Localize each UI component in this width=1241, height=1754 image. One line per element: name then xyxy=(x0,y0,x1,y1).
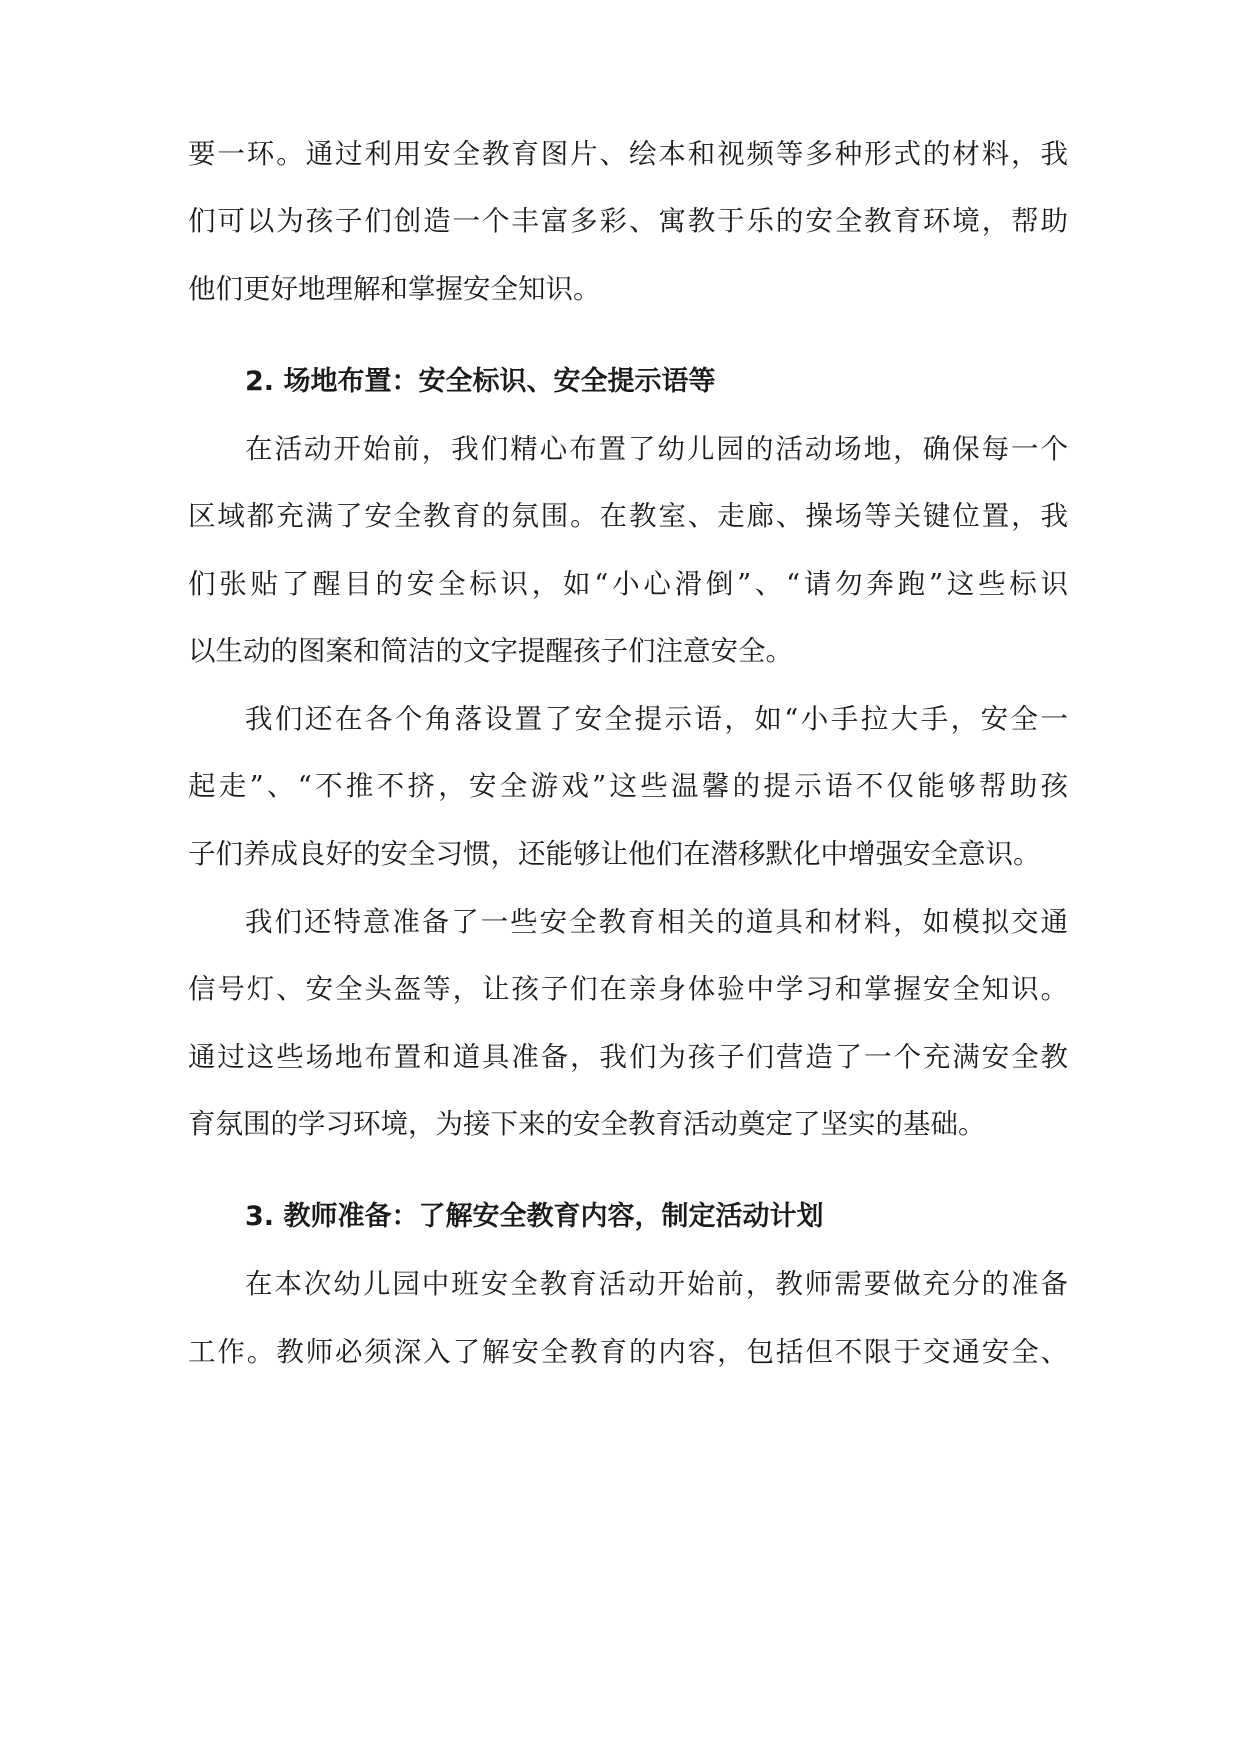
text-line: 工作。教师必须深入了解安全教育的内容，包括但不限于交通安全、 xyxy=(188,1336,1068,1368)
text-line: 们可以为孩子们创造一个丰富多彩、寓教于乐的安全教育环境，帮助 xyxy=(188,205,1068,237)
text-line: 他们更好地理解和掌握安全知识。 xyxy=(188,273,601,305)
section-heading-2: 2. 场地布置：安全标识、安全提示语等 xyxy=(245,366,716,397)
text-line: 子们养成良好的安全习惯，还能够让他们在潜移默化中增强安全意识。 xyxy=(188,838,1041,870)
text-line: 在本次幼儿园中班安全教育活动开始前，教师需要做充分的准备 xyxy=(245,1268,1068,1300)
text-line: 育氛围的学习环境，为接下来的安全教育活动奠定了坚实的基础。 xyxy=(188,1108,986,1140)
text-line: 我们还特意准备了一些安全教育相关的道具和材料，如模拟交通 xyxy=(245,906,1068,938)
text-line: 在活动开始前，我们精心布置了幼儿园的活动场地，确保每一个 xyxy=(245,433,1068,465)
text-line: 起走”、“不推不挤，安全游戏”这些温馨的提示语不仅能够帮助孩 xyxy=(188,770,1068,802)
text-line: 要一环。通过利用安全教育图片、绘本和视频等多种形式的材料，我 xyxy=(188,138,1068,170)
text-line: 信号灯、安全头盔等，让孩子们在亲身体验中学习和掌握安全知识。 xyxy=(188,973,1068,1005)
text-line: 以生动的图案和简洁的文字提醒孩子们注意安全。 xyxy=(188,635,793,667)
text-line: 通过这些场地布置和道具准备，我们为孩子们营造了一个充满安全教 xyxy=(188,1041,1068,1073)
text-line: 我们还在各个角落设置了安全提示语，如“小手拉大手，安全一 xyxy=(245,703,1068,735)
text-line: 们张贴了醒目的安全标识，如“小心滑倒”、“请勿奔跑”这些标识 xyxy=(188,568,1068,600)
section-heading-3: 3. 教师准备：了解安全教育内容，制定活动计划 xyxy=(245,1201,824,1232)
text-line: 区域都充满了安全教育的氛围。在教室、走廊、操场等关键位置，我 xyxy=(188,500,1068,532)
